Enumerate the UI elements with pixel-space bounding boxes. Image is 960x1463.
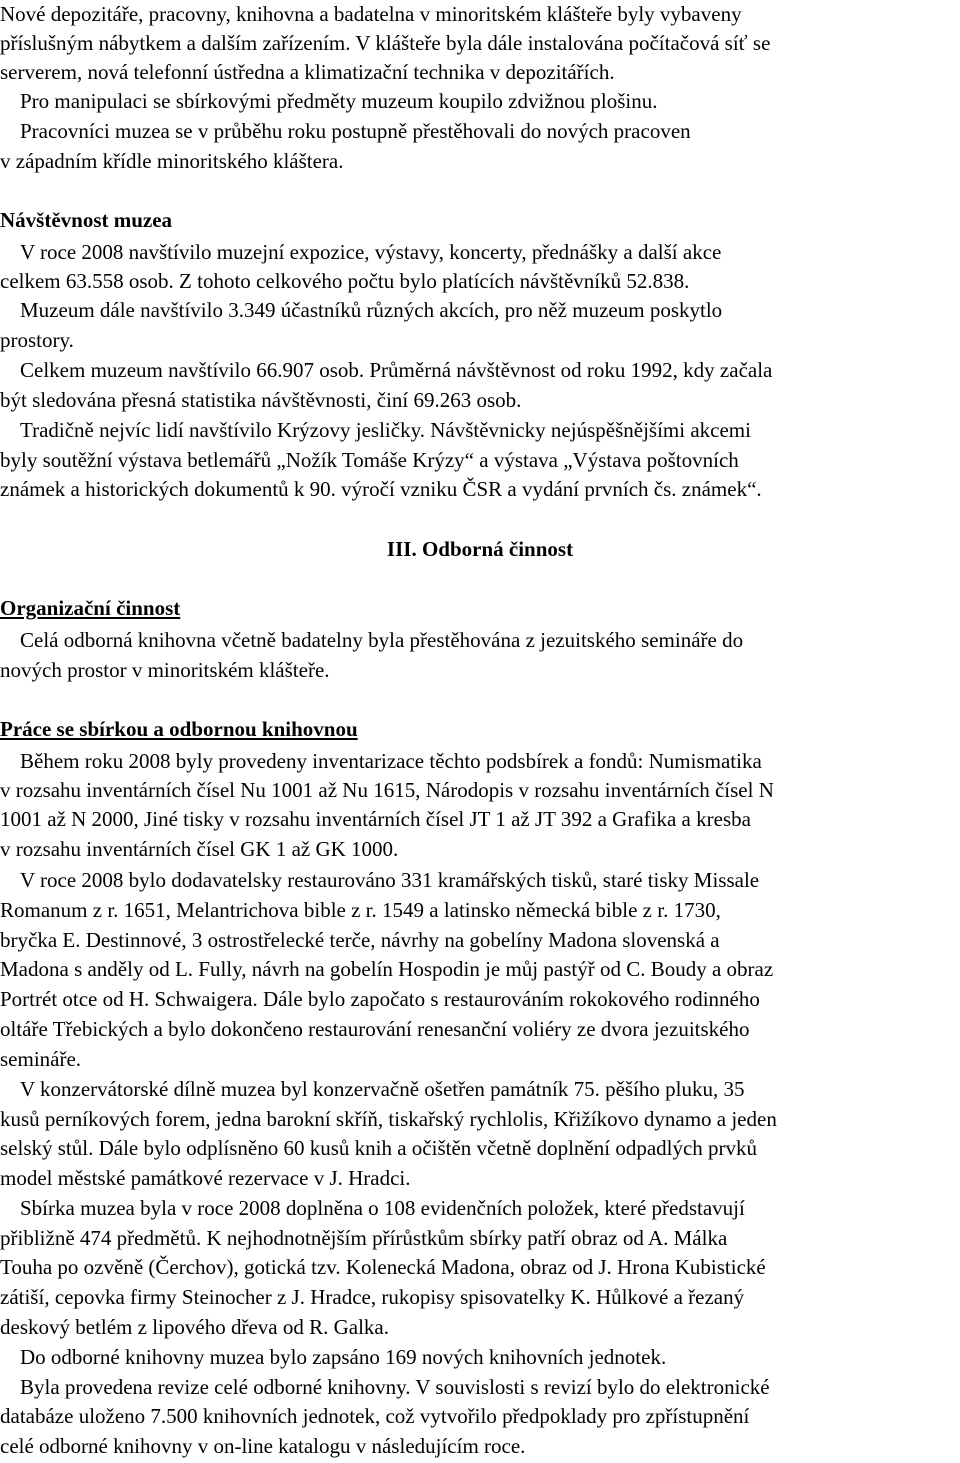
text-line: byly soutěžní výstava betlemářů „Nožík Tomáše Krýzy“ a výstava „Výstava poštovních bbox=[0, 448, 739, 472]
text-line: Celá odborná knihovna včetně badatelny byla přestěhována z jezuitského semináře do bbox=[20, 628, 744, 652]
text-line: Romanum z r. 1651, Melantrichova bible z r. 1549 a latinsko německá bible z r. 1730, bbox=[0, 898, 721, 922]
text-line: přibližně 474 předmětů. K nejhodnotnějším přírůstkům sbírky patří obraz od A. Málka bbox=[0, 1226, 728, 1250]
text-line: Během roku 2008 byly provedeny inventarizace těchto podsbírek a fondů: Numismatika bbox=[20, 749, 762, 773]
text-line: kusů perníkových forem, jedna barokní skříň, tiskařský rychlolis, Křižíkovo dynamo a jeden bbox=[0, 1107, 777, 1131]
text-line: V konzervátorské dílně muzea byl konzervačně ošetřen památník 75. pěšího pluku, 35 bbox=[20, 1077, 745, 1101]
text-line: Touha po ozvěně (Čerchov), gotická tzv. Kolenecká Madona, obraz od J. Hrona Kubistické bbox=[0, 1255, 766, 1279]
text-line: nových prostor v minoritském klášteře. bbox=[0, 658, 330, 682]
text-line: Portrét otce od H. Schwaigera. Dále bylo započato s restaurováním rokokového rodinného bbox=[0, 987, 760, 1011]
text-line: deskový betlém z lipového dřeva od R. Galka. bbox=[0, 1315, 389, 1339]
text-line: bryčka E. Destinnové, 3 ostrostřelecké terče, návrhy na gobelíny Madona slovenská a bbox=[0, 928, 720, 952]
text-line: serverem, nová telefonní ústředna a klimatizační technika v depozitářích. bbox=[0, 60, 615, 84]
section-heading-collection: Práce se sbírkou a odbornou knihovnou bbox=[0, 717, 358, 741]
text-line: celkem 63.558 osob. Z tohoto celkového počtu bylo platících návštěvníků 52.838. bbox=[0, 269, 690, 293]
text-line: prostory. bbox=[0, 328, 74, 352]
text-line: Byla provedena revize celé odborné knihovny. V souvislosti s revizí bylo do elektronické bbox=[20, 1375, 770, 1399]
chapter-title: III. Odborná činnost bbox=[386, 537, 574, 561]
text-line: celé odborné knihovny v on-line katalogu v následujícím roce. bbox=[0, 1434, 526, 1458]
text-line: V roce 2008 bylo dodavatelsky restaurováno 331 kramářských tisků, staré tisky Missale bbox=[20, 868, 760, 892]
text-line: Celkem muzeum navštívilo 66.907 osob. Průměrná návštěvnost od roku 1992, kdy začala bbox=[20, 358, 773, 382]
section-heading-attendance: Návštěvnost muzea bbox=[0, 208, 173, 232]
text-line: v rozsahu inventárních čísel Nu 1001 až Nu 1615, Národopis v rozsahu inventárních čísel N bbox=[0, 778, 774, 802]
text-line: známek a historických dokumentů k 90. výročí vzniku ČSR a vydání prvních čs. známek“. bbox=[0, 477, 762, 501]
text-line: být sledována přesná statistika návštěvnosti, činí 69.263 osob. bbox=[0, 388, 522, 412]
text-line: V roce 2008 navštívilo muzejní expozice, výstavy, koncerty, přednášky a další akce bbox=[20, 240, 722, 264]
text-line: Sbírka muzea byla v roce 2008 doplněna o 108 evidenčních položek, které představují bbox=[20, 1196, 745, 1220]
text-line: v rozsahu inventárních čísel GK 1 až GK 1000. bbox=[0, 837, 399, 861]
text-line: selský stůl. Dále bylo odplísněno 60 kusů knih a očištěn včetně doplnění odpadlých prvků bbox=[0, 1136, 758, 1160]
text-line: oltáře Třebických a bylo dokončeno restaurování renesanční voliéry ze dvora jezuitského bbox=[0, 1017, 750, 1041]
text-line: Tradičně nejvíc lidí navštívilo Krýzovy jesličky. Návštěvnicky nejúspěšnějšími akcemi bbox=[20, 418, 751, 442]
text-line: model městské památkové rezervace v J. Hradci. bbox=[0, 1166, 411, 1190]
text-line: Pro manipulaci se sbírkovými předměty muzeum koupilo zdvižnou plošinu. bbox=[20, 89, 658, 113]
text-line: semináře. bbox=[0, 1047, 82, 1071]
text-line: Madona s anděly od L. Fully, návrh na gobelín Hospodin je můj pastýř od C. Boudy a obraz bbox=[0, 957, 774, 981]
text-line: v západním křídle minoritského kláštera. bbox=[0, 149, 344, 173]
text-line: Do odborné knihovny muzea bylo zapsáno 169 nových knihovních jednotek. bbox=[20, 1345, 667, 1369]
text-line: databáze uloženo 7.500 knihovních jednotek, což vytvořilo předpoklady pro zpřístupnění bbox=[0, 1404, 750, 1428]
text-line: zátiší, cepovka firmy Steinocher z J. Hradce, rukopisy spisovatelky K. Hůlkové a řezaný bbox=[0, 1285, 745, 1309]
section-heading-organization: Organizační činnost bbox=[0, 596, 181, 620]
text-line: Nové depozitáře, pracovny, knihovna a badatelna v minoritském klášteře byly vybaveny bbox=[0, 2, 742, 26]
text-line: Pracovníci muzea se v průběhu roku postupně přestěhovali do nových pracoven bbox=[20, 119, 691, 143]
text-line: Muzeum dále navštívilo 3.349 účastníků různých akcích, pro něž muzeum poskytlo bbox=[20, 298, 723, 322]
text-line: 1001 až N 2000, Jiné tisky v rozsahu inventárních čísel JT 1 až JT 392 a Grafika a kresba bbox=[0, 807, 751, 831]
text-line: příslušným nábytkem a dalším zařízením. V klášteře byla dále instalována počítačová síť se bbox=[0, 31, 771, 55]
